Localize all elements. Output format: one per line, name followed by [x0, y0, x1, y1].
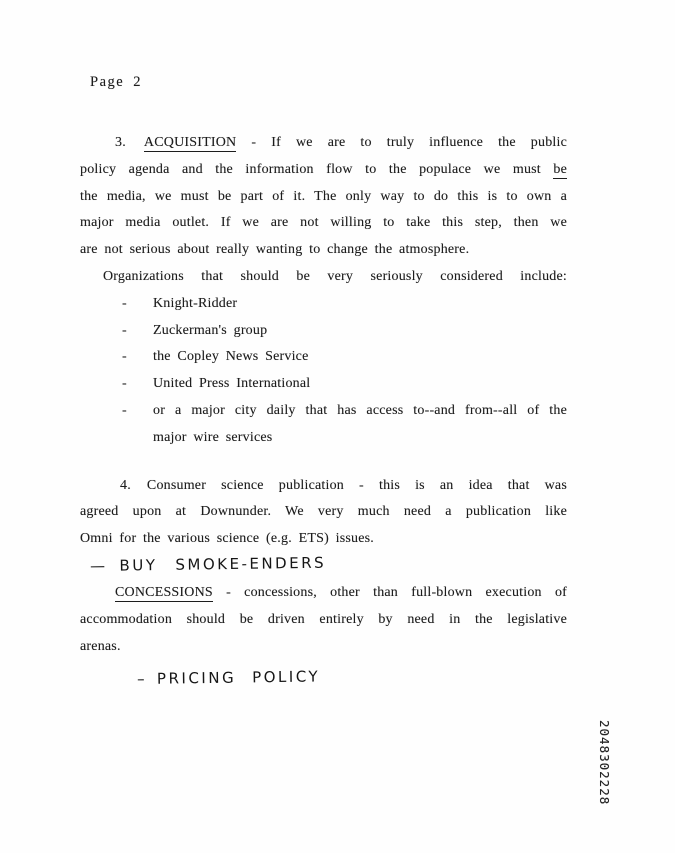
text-segment: Organizations that should be very seriously considered include: — [103, 268, 567, 284]
text-segment: accommodation should be driven entirely by need in the legislative — [80, 611, 567, 627]
text-segment: - — [122, 402, 127, 418]
page-number-label: Page 2 — [90, 74, 143, 90]
text-segment: or a major city daily that has access to--and from--all of the — [153, 402, 567, 418]
text-line — [80, 237, 567, 264]
text-segment: the media, we must be part of it. The only way to do this is to own a — [80, 188, 567, 204]
text-line — [80, 499, 567, 526]
text-segment: POLICY — [251, 667, 321, 687]
text-segment: arenas. — [80, 638, 121, 654]
text-segment: Knight-Ridder — [153, 295, 238, 311]
text-segment: major wire services — [153, 429, 273, 445]
text-segment: policy agenda and the information flow to the populace we must — [80, 161, 554, 177]
text-segment: PRICING — [156, 668, 237, 689]
text-segment: - — [122, 376, 127, 392]
text-segment: - — [122, 295, 127, 311]
text-line — [80, 210, 567, 237]
text-line — [80, 634, 567, 661]
underlined-heading-text: be — [553, 161, 567, 177]
text-line — [153, 425, 567, 452]
text-segment: 3. — [115, 135, 126, 150]
underlined-heading-text: CONCESSIONS — [115, 584, 213, 600]
text-segment: — — [89, 556, 108, 575]
handwritten-annotation — [90, 546, 567, 580]
bates-number: 2048302228 — [597, 720, 612, 806]
text-line — [122, 318, 567, 345]
text-segment: Omni for the various science (e.g. ETS) issues. — [80, 531, 375, 547]
text-line — [80, 157, 567, 184]
text-segment: are not serious about really wanting to change the atmosphere. — [80, 242, 470, 258]
text-line — [122, 371, 567, 398]
text-line — [115, 580, 567, 607]
text-segment: – — [136, 670, 148, 689]
text-segment: - If we are to truly influence the public — [236, 135, 567, 150]
text-line — [103, 264, 567, 291]
handwritten-annotation — [137, 660, 567, 693]
text-line — [122, 344, 567, 371]
text-line — [120, 473, 567, 500]
text-segment: - concessions, other than full-blown execution of — [212, 584, 567, 600]
text-line — [115, 130, 567, 157]
text-line — [122, 291, 567, 318]
text-segment: BUY — [119, 556, 158, 575]
text-segment: SMOKE-ENDERS — [175, 553, 327, 574]
text-segment: major media outlet. If we are not willing to take this step, then we — [80, 215, 567, 231]
text-segment: agreed upon at Downunder. We very much need a publication like — [80, 504, 567, 520]
text-line — [80, 184, 567, 211]
text-segment: - — [122, 349, 127, 365]
underlined-heading-text: ACQUISITION — [143, 135, 237, 150]
text-segment: the Copley News Service — [153, 349, 309, 365]
text-segment: - — [122, 322, 127, 338]
text-segment: 4. — [120, 477, 131, 493]
text-segment: United Press International — [153, 376, 311, 392]
text-line — [122, 398, 567, 425]
text-line — [80, 607, 567, 634]
text-segment: Zuckerman's group — [153, 322, 268, 338]
document-lines — [80, 130, 567, 693]
text-segment: Consumer science publication - this is an idea that was — [146, 477, 567, 493]
